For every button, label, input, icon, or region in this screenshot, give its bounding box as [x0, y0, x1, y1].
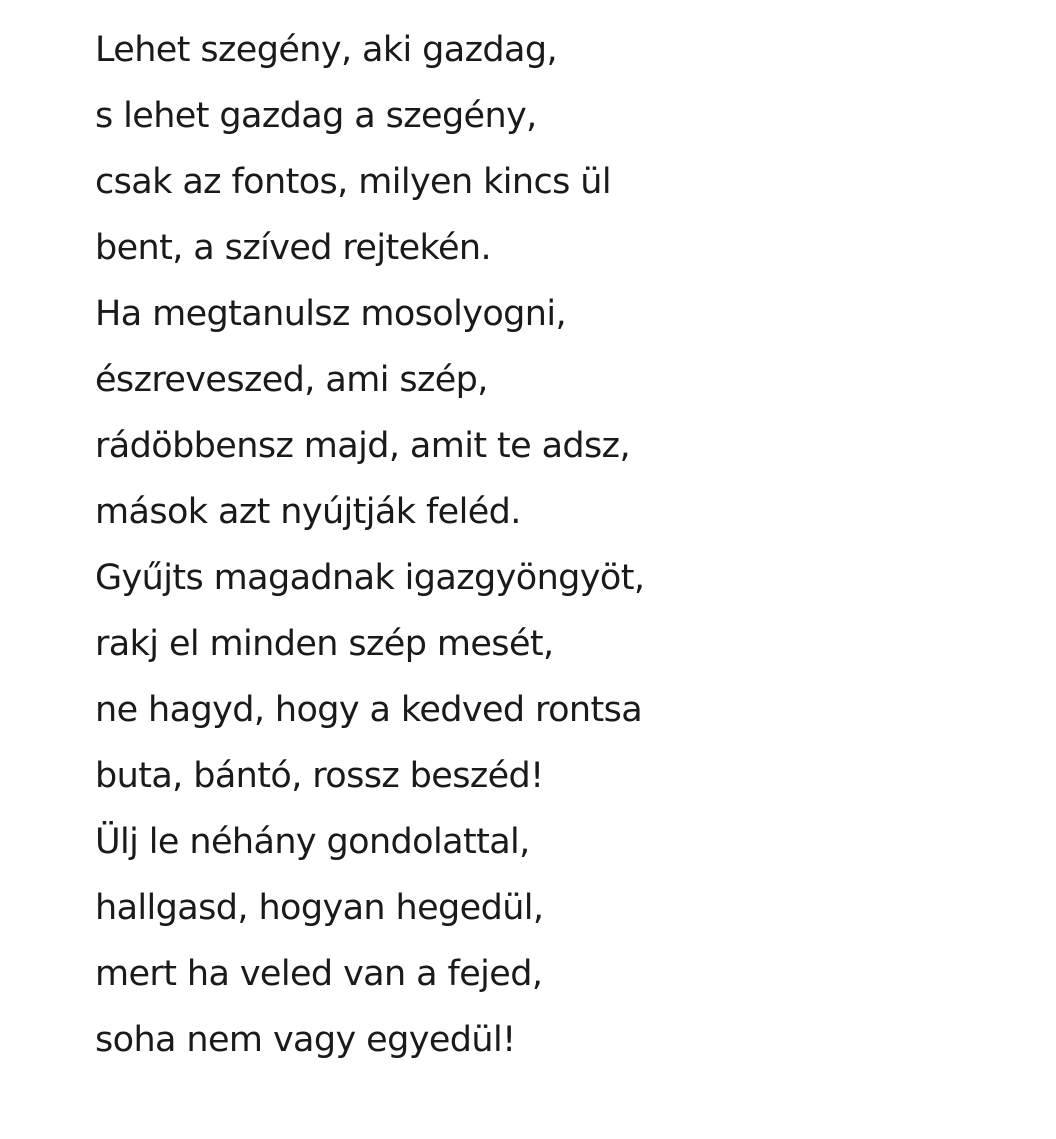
- poem-line-14: hallgasd, hogyan hegedül,: [95, 888, 544, 928]
- poem-line-15: mert ha veled van a fejed,: [95, 954, 543, 994]
- poem-line-4: bent, a szíved rejtekén.: [95, 228, 491, 268]
- poem-line-8: mások azt nyújtják feléd.: [95, 492, 521, 532]
- poem-line-16: soha nem vagy egyedül!: [95, 1020, 516, 1060]
- poem-line-9: Gyűjts magadnak igazgyöngyöt,: [95, 558, 645, 598]
- poem-line-2: s lehet gazdag a szegény,: [95, 96, 537, 136]
- poem-line-6: észreveszed, ami szép,: [95, 360, 488, 400]
- poem-text: [95, 17, 644, 1073]
- poem-line-13: Ülj le néhány gondolattal,: [95, 822, 530, 862]
- poem-line-3: csak az fontos, milyen kincs ül: [95, 162, 611, 202]
- poem-line-12: buta, bántó, rossz beszéd!: [95, 756, 544, 796]
- poem-line-10: rakj el minden szép mesét,: [95, 624, 554, 664]
- poem-line-1: Lehet szegény, aki gazdag,: [95, 30, 558, 70]
- poem-line-5: Ha megtanulsz mosolyogni,: [95, 294, 566, 334]
- poem-line-11: ne hagyd, hogy a kedved rontsa: [95, 690, 643, 730]
- poem-line-7: rádöbbensz majd, amit te adsz,: [95, 426, 630, 466]
